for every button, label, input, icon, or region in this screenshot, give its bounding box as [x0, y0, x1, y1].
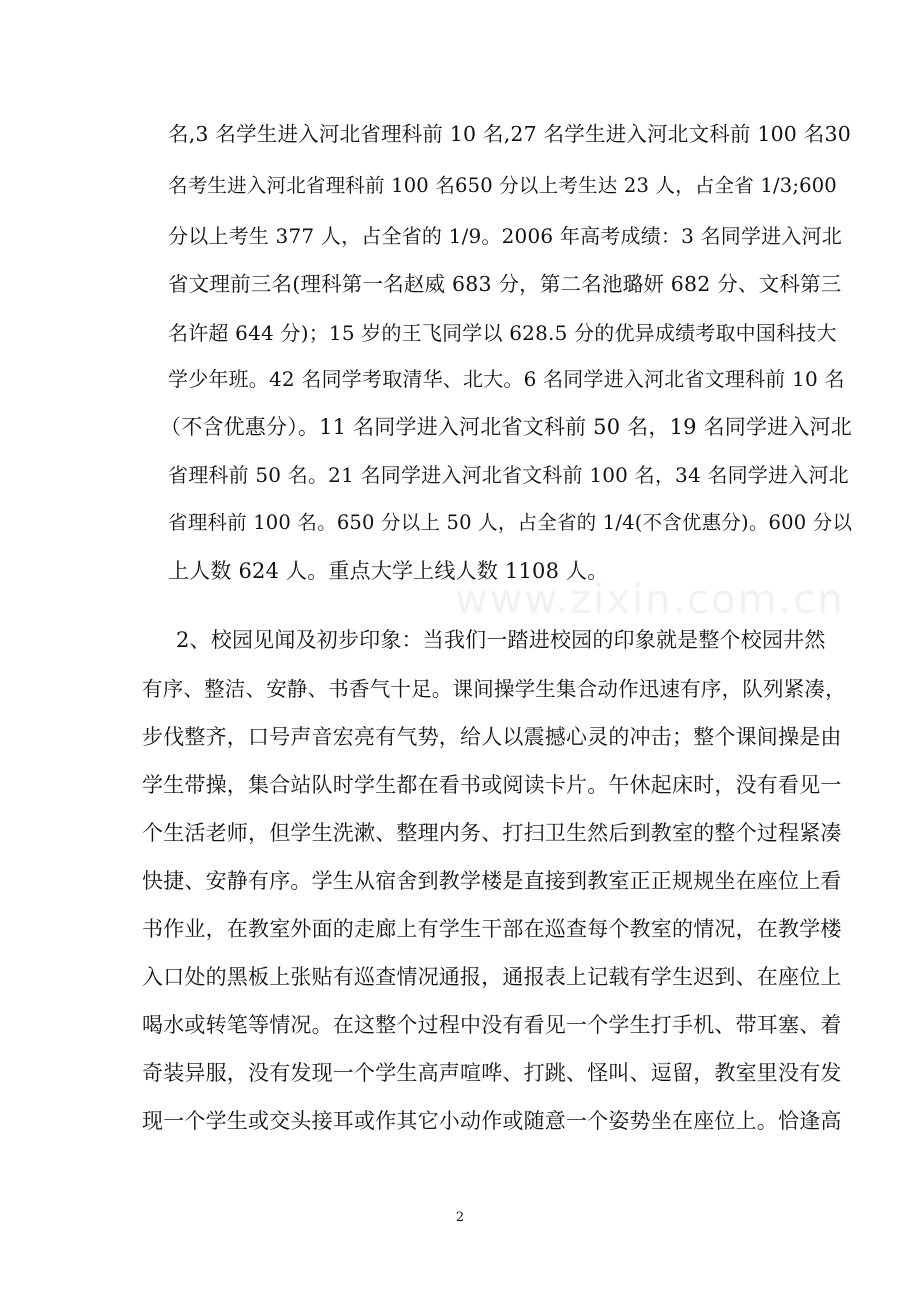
- text-line: 书作业，在教室外面的走廊上有学生干部在巡查每个教室的情况，在教学楼: [142, 917, 842, 941]
- text-line: 喝水或转笔等情况。在这整个过程中没有看见一个学生打手机、带耳塞、着: [142, 1013, 842, 1037]
- text-line: 现一个学生或交头接耳或作其它小动作或随意一个姿势坐在座位上。恰逢高: [142, 1109, 842, 1133]
- text-line: 个生活老师，但学生洗漱、整理内务、打扫卫生然后到教室的整个过程紧凑: [142, 821, 842, 845]
- page-number: 2: [455, 1210, 465, 1225]
- text-line: 入口处的黑板上张贴有巡查情况通报，通报表上记载有学生迟到、在座位上: [142, 965, 842, 989]
- text-line: 2、校园见闻及初步印象：当我们一踏进校园的印象就是整个校园井然: [176, 628, 826, 652]
- text-line: 上人数 624 人。重点大学上线人数 1108 人。: [168, 559, 609, 583]
- text-line: 名,3 名学生进入河北省理科前 10 名,27 名学生进入河北文科前 100 名30: [168, 122, 851, 146]
- text-line: 省理科前 100 名。650 分以上 50 人，占全省的 1/4(不含优惠分)。600 分以: [168, 511, 853, 534]
- text-line: 快捷、安静有序。学生从宿舍到教学楼是直接到教室正正规规坐在座位上看: [142, 869, 842, 893]
- text-line: 有序、整洁、安静、书香气十足。课间操学生集合动作迅速有序，队列紧凑，: [142, 677, 846, 701]
- text-line: 名许超 644 分)；15 岁的王飞同学以 628.5 分的优异成绩考取中国科技大: [168, 321, 837, 345]
- text-line: 学生带操，集合站队时学生都在看书或阅读卡片。午休起床时，没有看见一: [142, 773, 842, 797]
- text-line: 分以上考生 377 人，占全省的 1/9。2006 年高考成绩：3 名同学进入河北: [168, 224, 842, 248]
- watermark: www.zixin.com.cn: [455, 577, 845, 623]
- text-line: 学少年班。42 名同学考取清华、北大。6 名同学进入河北省文理科前 10 名: [168, 367, 845, 391]
- text-line: 奇装异服，没有发现一个学生高声喧哗、打跳、怪叫、逗留，教室里没有发: [142, 1061, 842, 1085]
- text-line: 省理科前 50 名。21 名同学进入河北省文科前 100 名，34 名同学进入河北: [168, 463, 849, 487]
- text-line: 步伐整齐，口号声音宏亮有气势，给人以震撼心灵的冲击；整个课间操是由: [142, 725, 842, 749]
- text-line: 省文理前三名(理科第一名赵威 683 分，第二名池璐妍 682 分、文科第三: [168, 272, 842, 296]
- text-line: （不含优惠分）。11 名同学进入河北省文科前 50 名，19 名同学进入河北: [160, 415, 852, 439]
- text-line: 名考生进入河北省理科前 100 名650 分以上考生达 23 人，占全省 1/3;600: [168, 174, 837, 197]
